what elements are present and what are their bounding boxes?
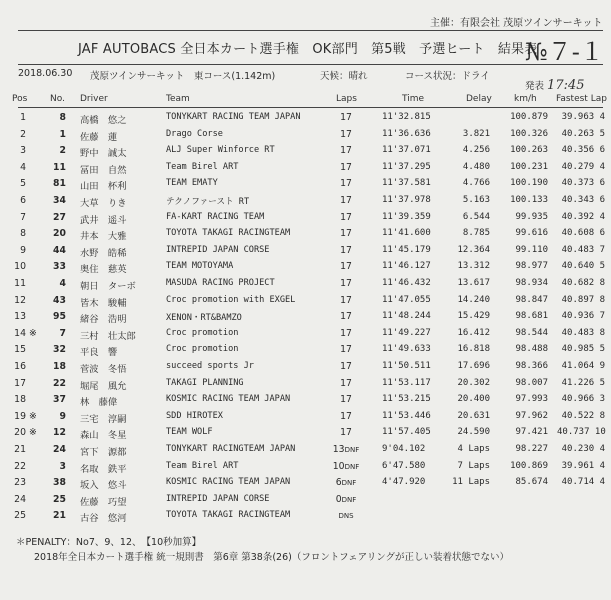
laps-cell <box>332 261 360 272</box>
col-header-kmh: km/h <box>514 94 537 104</box>
laps-cell <box>332 344 360 355</box>
team-name: succeed sports Jr <box>166 361 254 371</box>
avg-speed: 98.366 <box>515 361 548 371</box>
fastest-lap: 40.392 4 <box>561 211 605 222</box>
pos-cell: 1 <box>20 112 26 123</box>
race-time: 11'37.978 <box>382 195 431 205</box>
avg-speed: 100.190 <box>510 178 548 189</box>
race-time: 11'41.600 <box>382 228 431 239</box>
race-time: 11'57.405 <box>382 427 431 438</box>
race-time: 11'53.215 <box>382 394 431 405</box>
pos-cell: 24 <box>14 493 26 505</box>
pos-cell: 12 <box>14 294 26 306</box>
penalty-mark: ※ <box>29 427 37 439</box>
fastest-lap: 40.640 5 <box>561 261 605 272</box>
col-header-no: No. <box>50 94 65 104</box>
laps-value: 17 <box>340 410 352 422</box>
table-row <box>0 344 611 362</box>
laps-value: 17 <box>340 161 352 173</box>
laps-cell <box>332 328 360 339</box>
gap-delay: 24.590 <box>457 427 490 438</box>
race-time: 11'47.055 <box>382 294 431 305</box>
col-header-pos: Pos <box>12 94 28 104</box>
laps-cell <box>332 129 360 140</box>
table-row <box>0 195 611 213</box>
race-time: 11'32.815 <box>382 112 431 122</box>
team-name: SDD HIROTEX <box>166 410 223 421</box>
table-row <box>0 261 611 279</box>
pos-cell: 20 <box>14 427 26 439</box>
laps-cell <box>332 212 360 223</box>
laps-value: 17 <box>340 311 352 323</box>
team-name: KOSMIC RACING TEAM JAPAN <box>166 394 291 405</box>
penalty-mark: ※ <box>29 327 37 339</box>
car-number: 22 <box>53 377 66 389</box>
team-name: KOSMIC RACING TEAM JAPAN <box>166 477 291 488</box>
car-number: 20 <box>53 228 66 240</box>
driver-name: 菅波 冬悟 <box>80 364 127 375</box>
penalty-mark: ※ <box>29 410 37 422</box>
team-name: TONYKART RACING TEAM JAPAN <box>166 112 301 122</box>
avg-speed: 100.326 <box>510 128 548 139</box>
gap-delay: 6.544 <box>462 211 490 222</box>
status-suffix: DNF <box>344 446 360 454</box>
race-time: 11'53.446 <box>382 410 431 421</box>
laps-value: 17 <box>340 294 352 306</box>
fastest-lap: 40.897 8 <box>561 294 605 305</box>
car-number: 18 <box>53 361 66 372</box>
laps-cell <box>332 145 360 156</box>
fastest-lap: 40.279 4 <box>561 161 605 172</box>
pos-cell: 23 <box>14 477 26 489</box>
car-number: 37 <box>53 394 66 406</box>
driver-name: 井本 大雅 <box>80 231 127 243</box>
team-name: TAKAGI PLANNING <box>166 377 244 388</box>
col-header-delay: Delay <box>466 94 492 104</box>
table-row <box>0 311 611 329</box>
team-name: テクノファースト RT <box>166 197 250 207</box>
team-name: ALJ Super Winforce RT <box>166 145 275 156</box>
driver-name: 緒谷 浩明 <box>80 314 127 326</box>
table-row <box>0 145 611 163</box>
laps-cell <box>332 494 360 505</box>
driver-name: 坂入 悠斗 <box>80 480 127 492</box>
laps-cell <box>332 295 360 306</box>
announce-time-value: 17:45 <box>547 78 585 93</box>
car-number: 3 <box>59 460 66 472</box>
race-time: 6'47.580 <box>382 460 426 471</box>
pos-cell: 21 <box>14 444 26 455</box>
fastest-lap: 40.343 6 <box>561 195 605 205</box>
team-name: INTREPID JAPAN CORSE <box>166 493 270 504</box>
team-name: TOYOTA TAKAGI RACINGTEAM <box>166 228 291 239</box>
fastest-lap: 40.373 6 <box>561 178 605 189</box>
top-rule <box>18 30 603 31</box>
table-row <box>0 178 611 196</box>
driver-name: 森山 冬星 <box>80 430 127 442</box>
car-number: 9 <box>59 410 66 422</box>
avg-speed: 98.977 <box>515 261 548 272</box>
status-suffix: DNF <box>344 462 360 471</box>
team-name: FA-KART RACING TEAM <box>166 211 265 222</box>
driver-name: 水野 皓稀 <box>80 247 127 259</box>
gap-delay: 3.821 <box>462 128 490 139</box>
fastest-lap: 41.226 5 <box>561 377 605 388</box>
laps-value: 13 <box>332 444 345 455</box>
team-name: TEAM MOTOYAMA <box>166 261 234 272</box>
laps-value: 17 <box>340 427 352 439</box>
weather-info: 天候：晴れ <box>320 71 368 82</box>
car-number: 11 <box>53 161 66 173</box>
pos-cell: 5 <box>20 178 26 190</box>
laps-cell <box>332 178 360 189</box>
pos-cell: 14 <box>14 327 26 339</box>
laps-value: 17 <box>340 244 352 256</box>
team-name: XENON・RT&BAMZO <box>166 313 242 324</box>
car-number: 2 <box>59 145 66 157</box>
avg-speed: 99.110 <box>515 244 548 255</box>
car-number: 7 <box>59 327 66 339</box>
car-number: 95 <box>53 311 66 323</box>
status-suffix: DNS <box>338 512 354 521</box>
laps-cell <box>332 444 360 455</box>
pos-cell: 8 <box>20 228 26 240</box>
team-name: TEAM WOLF <box>166 427 213 438</box>
driver-name: 皆木 駿輔 <box>80 297 127 309</box>
fastest-lap: 40.263 5 <box>561 128 605 139</box>
team-name: Drago Corse <box>166 128 223 139</box>
pos-cell: 7 <box>20 211 26 223</box>
driver-name: 山田 杯利 <box>80 181 127 193</box>
table-row <box>0 361 611 379</box>
driver-name: 三村 壮太郎 <box>80 330 136 342</box>
laps-cell <box>332 510 360 521</box>
race-date: 2018.06.30 <box>18 68 73 79</box>
race-time: 11'50.511 <box>382 361 431 371</box>
pos-cell: 10 <box>14 261 26 273</box>
pos-cell: 11 <box>14 278 26 289</box>
laps-cell <box>332 477 360 488</box>
race-time: 11'46.127 <box>382 261 431 272</box>
team-name: Team Birel ART <box>166 161 239 172</box>
col-header-time: Time <box>402 94 425 104</box>
pos-cell: 18 <box>14 394 26 406</box>
gap-delay: 15.429 <box>457 311 490 322</box>
laps-value: 17 <box>340 261 352 273</box>
driver-name: 林 藤偉 <box>80 397 118 409</box>
page-title: JAF AUTOBACS 全日本カート選手権 OK部門 第5戦 予選ヒート 結果表 <box>78 42 538 57</box>
driver-name: 大草 りき <box>80 198 127 209</box>
gap-delay: 4 Laps <box>457 444 490 454</box>
race-time: 4'47.920 <box>382 477 426 488</box>
table-row <box>0 444 611 462</box>
car-number: 21 <box>53 510 66 522</box>
avg-speed: 98.007 <box>515 377 548 388</box>
fastest-lap: 40.966 3 <box>561 394 605 405</box>
table-row <box>0 461 611 479</box>
fastest-lap: 40.483 8 <box>561 327 605 338</box>
driver-name: 平良 響 <box>80 347 118 359</box>
gap-delay: 16.818 <box>457 344 490 355</box>
pos-cell: 9 <box>20 244 26 256</box>
driver-name: 堀尾 風允 <box>80 380 127 392</box>
table-row <box>0 295 611 313</box>
col-header-laps: Laps <box>336 94 357 104</box>
driver-name: 冨田 自然 <box>80 164 127 176</box>
laps-value: 17 <box>340 128 352 140</box>
car-number: 24 <box>53 444 66 455</box>
rule-reference: 2018年全日本カート選手権 統一規則書 第6章 第38条(26)（フロントフェアリングが正しい装着状態でない） <box>34 552 510 563</box>
avg-speed: 98.847 <box>515 294 548 305</box>
car-number: 33 <box>53 261 66 273</box>
table-row <box>0 212 611 230</box>
race-time: 11'36.636 <box>382 128 431 139</box>
pos-cell: 17 <box>14 377 26 389</box>
avg-speed: 98.544 <box>515 327 548 338</box>
avg-speed: 100.879 <box>510 112 548 122</box>
fastest-lap: 40.483 7 <box>561 244 605 255</box>
team-name: Croc promotion <box>166 327 239 338</box>
race-time: 11'48.244 <box>382 311 431 322</box>
team-name: Team Birel ART <box>166 460 239 471</box>
table-row <box>0 162 611 180</box>
laps-cell <box>332 195 360 206</box>
laps-value: 17 <box>340 178 352 190</box>
course-condition: コース状況：ドライ <box>405 71 490 82</box>
driver-name: 武井 遥斗 <box>80 214 127 226</box>
title-rule <box>18 64 603 65</box>
race-time: 11'49.633 <box>382 344 431 355</box>
gap-delay: 12.364 <box>457 244 490 255</box>
announce-label: 発表 <box>525 81 545 92</box>
table-row <box>0 228 611 246</box>
table-row <box>0 328 611 346</box>
table-row <box>0 477 611 495</box>
fastest-lap: 40.682 8 <box>561 278 605 288</box>
laps-cell <box>332 427 360 438</box>
car-number: 12 <box>53 427 66 439</box>
avg-speed: 100.133 <box>510 195 548 205</box>
car-number: 38 <box>53 477 66 489</box>
gap-delay: 11 Laps <box>452 477 490 488</box>
avg-speed: 98.227 <box>515 444 548 454</box>
pos-cell: 6 <box>20 195 26 206</box>
pos-cell: 22 <box>14 460 26 472</box>
laps-cell <box>332 378 360 389</box>
laps-cell <box>332 112 360 123</box>
gap-delay: 4.256 <box>462 145 490 156</box>
car-number: 1 <box>59 128 66 140</box>
status-suffix: DNF <box>341 479 357 488</box>
race-time: 11'39.359 <box>382 211 431 222</box>
car-number: 43 <box>53 294 66 306</box>
laps-cell <box>332 361 360 372</box>
avg-speed: 97.962 <box>515 410 548 421</box>
laps-cell <box>332 245 360 256</box>
fastest-lap: 40.522 8 <box>561 410 605 421</box>
driver-name: 佐藤 巧望 <box>80 496 127 508</box>
driver-name: 佐藤 蓮 <box>80 131 118 143</box>
avg-speed: 85.674 <box>515 477 548 488</box>
fastest-lap: 39.963 4 <box>561 112 605 122</box>
pos-cell: 25 <box>14 510 26 522</box>
table-row <box>0 112 611 130</box>
driver-name: 三宅 淳嗣 <box>80 413 127 425</box>
race-time: 11'49.227 <box>382 327 431 338</box>
fastest-lap: 40.936 7 <box>561 311 605 322</box>
avg-speed: 99.616 <box>515 228 548 239</box>
table-row <box>0 278 611 296</box>
car-number: 44 <box>53 244 66 256</box>
laps-cell <box>332 311 360 322</box>
gap-delay: 13.617 <box>457 278 490 288</box>
col-header-team: Team <box>166 94 190 104</box>
gap-delay: 13.312 <box>457 261 490 272</box>
pos-cell: 16 <box>14 361 26 372</box>
table-row <box>0 427 611 445</box>
gap-delay: 4.766 <box>462 178 490 189</box>
team-name: MASUDA RACING PROJECT <box>166 278 275 288</box>
team-name: Croc promotion with EXGEL <box>166 294 296 305</box>
gap-delay: 4.480 <box>462 161 490 172</box>
pos-cell: 2 <box>20 128 26 140</box>
fastest-lap: 41.064 9 <box>561 361 605 371</box>
avg-speed: 100.263 <box>510 145 548 156</box>
race-time: 11'53.117 <box>382 377 431 388</box>
table-row <box>0 510 611 528</box>
laps-cell <box>332 411 360 422</box>
laps-value: 17 <box>340 278 352 289</box>
gap-delay: 14.240 <box>457 294 490 305</box>
laps-cell <box>332 162 360 173</box>
laps-value: 10 <box>332 460 345 472</box>
team-name: INTREPID JAPAN CORSE <box>166 244 270 255</box>
team-name: TONYKART RACINGTEAM JAPAN <box>166 444 296 454</box>
gap-delay: 5.163 <box>462 195 490 205</box>
car-number: 34 <box>53 195 66 206</box>
driver-name: 高橋 悠之 <box>80 115 127 126</box>
circuit-info: 茂原ツインサーキット 東コース(1.142m) <box>90 71 276 82</box>
document-number: №７-１ <box>525 38 604 66</box>
laps-value: 17 <box>340 112 352 123</box>
avg-speed: 99.935 <box>515 211 548 222</box>
col-header-driver: Driver <box>80 94 108 104</box>
laps-value: 17 <box>340 195 352 206</box>
table-row <box>0 411 611 429</box>
race-time: 11'37.295 <box>382 161 431 172</box>
car-number: 25 <box>53 493 66 505</box>
table-row <box>0 245 611 263</box>
laps-value: 17 <box>340 211 352 223</box>
driver-name: 名取 鉄平 <box>80 463 127 475</box>
pos-cell: 4 <box>20 161 26 173</box>
race-time: 11'37.581 <box>382 178 431 189</box>
avg-speed: 98.681 <box>515 311 548 322</box>
fastest-lap: 40.985 5 <box>561 344 605 355</box>
car-number: 32 <box>53 344 66 356</box>
laps-cell <box>332 394 360 405</box>
pos-cell: 13 <box>14 311 26 323</box>
team-name: TOYOTA TAKAGI RACINGTEAM <box>166 510 291 521</box>
laps-value: 6 <box>335 477 342 489</box>
laps-value: 17 <box>340 394 352 406</box>
fastest-lap: 40.356 6 <box>561 145 605 156</box>
driver-name: 奥住 慈英 <box>80 264 127 276</box>
race-time: 11'37.071 <box>382 145 431 156</box>
gap-delay: 17.696 <box>457 361 490 371</box>
laps-value: 17 <box>340 361 352 372</box>
team-name: TEAM EMATY <box>166 178 218 189</box>
table-row <box>0 378 611 396</box>
col-header-fastest: Fastest Lap <box>556 94 607 104</box>
pos-cell: 15 <box>14 344 26 356</box>
car-number: 4 <box>59 278 66 289</box>
avg-speed: 97.993 <box>515 394 548 405</box>
driver-name: 古谷 悠河 <box>80 513 127 525</box>
race-time: 11'46.432 <box>382 278 431 288</box>
laps-value: 17 <box>340 377 352 389</box>
fastest-lap: 40.714 4 <box>561 477 605 488</box>
organizer-text: 主催：有限会社 茂原ツインサーキット <box>430 18 603 29</box>
car-number: 81 <box>53 178 66 190</box>
fastest-lap: 39.961 4 <box>561 460 605 471</box>
table-row <box>0 494 611 512</box>
laps-value: 17 <box>340 327 352 339</box>
avg-speed: 98.488 <box>515 344 548 355</box>
table-row <box>0 129 611 147</box>
table-row <box>0 394 611 412</box>
driver-name: 野中 誠太 <box>80 148 127 160</box>
header-rule <box>18 107 603 108</box>
driver-name: 宮下 源都 <box>80 447 127 458</box>
gap-delay: 16.412 <box>457 327 490 338</box>
laps-cell <box>332 278 360 289</box>
pos-cell: 19 <box>14 410 26 422</box>
penalty-note: ＊PENALTY：No7、9、12、 【10秒加算】 <box>16 537 202 548</box>
gap-delay: 20.302 <box>457 377 490 388</box>
gap-delay: 20.400 <box>457 394 490 405</box>
race-time: 11'45.179 <box>382 244 431 255</box>
avg-speed: 100.231 <box>510 161 548 172</box>
car-number: 8 <box>59 112 66 123</box>
driver-name: 朝日 ターボ <box>80 281 136 292</box>
fastest-lap: 40.737 10 <box>557 427 606 438</box>
car-number: 27 <box>53 211 66 223</box>
fastest-lap: 40.608 6 <box>561 228 605 239</box>
team-name: Croc promotion <box>166 344 239 355</box>
gap-delay: 7 Laps <box>457 460 490 471</box>
laps-value: 17 <box>340 344 352 356</box>
laps-value: 0 <box>335 493 342 505</box>
fastest-lap: 40.230 4 <box>561 444 605 454</box>
avg-speed: 100.869 <box>510 460 548 471</box>
laps-value: 17 <box>340 145 352 157</box>
status-suffix: DNF <box>341 495 357 504</box>
laps-value: 17 <box>340 228 352 240</box>
laps-cell <box>332 461 360 472</box>
gap-delay: 8.785 <box>462 228 490 239</box>
gap-delay: 20.631 <box>457 410 490 421</box>
race-time: 9'04.102 <box>382 444 426 454</box>
avg-speed: 98.934 <box>515 278 548 288</box>
laps-cell <box>332 228 360 239</box>
pos-cell: 3 <box>20 145 26 157</box>
avg-speed: 97.421 <box>515 427 548 438</box>
announce-time <box>525 78 585 93</box>
